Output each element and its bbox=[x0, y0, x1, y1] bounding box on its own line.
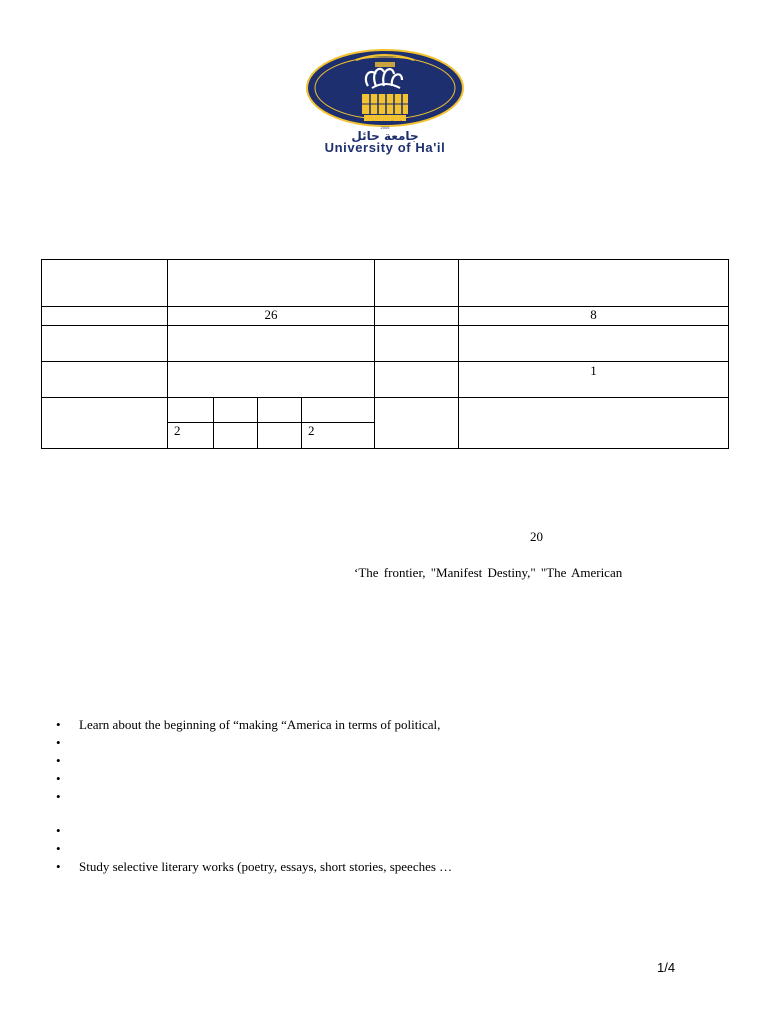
table-subcell bbox=[258, 423, 302, 449]
table-cell bbox=[42, 398, 168, 449]
table-row bbox=[42, 260, 729, 307]
svg-text:2005: 2005 bbox=[380, 125, 390, 130]
list-item: • Learn about the beginning of “making “America in terms of political, bbox=[52, 716, 692, 734]
svg-text:University of Ha'il: University of Ha'il bbox=[324, 140, 446, 155]
table-cell bbox=[375, 307, 459, 326]
svg-text:جامعة حائل: جامعة حائل bbox=[351, 129, 419, 143]
table-cell bbox=[168, 326, 375, 362]
table-cell bbox=[375, 326, 459, 362]
list-item bbox=[52, 752, 692, 770]
table-row bbox=[42, 398, 729, 423]
list-item bbox=[52, 840, 692, 858]
table-subcell bbox=[168, 398, 214, 423]
table-cell bbox=[459, 398, 729, 449]
list-item bbox=[52, 788, 692, 806]
list-item bbox=[52, 822, 692, 840]
university-logo bbox=[280, 48, 490, 156]
table-cell: 1 bbox=[459, 362, 729, 398]
table-cell bbox=[459, 326, 729, 362]
table-cell: 26 bbox=[168, 307, 375, 326]
table-cell bbox=[375, 398, 459, 449]
table-row bbox=[42, 326, 729, 362]
table-subcell: 2 bbox=[168, 423, 214, 449]
table-cell bbox=[42, 260, 168, 307]
table-cell bbox=[168, 362, 375, 398]
paragraph-number: 20 bbox=[530, 529, 543, 544]
list-item bbox=[52, 734, 692, 752]
paragraph-text: ‘The frontier, "Manifest Destiny," "The American bbox=[354, 565, 623, 580]
table-subcell bbox=[258, 398, 302, 423]
svg-text:University of Ha'il: University of Ha'il bbox=[367, 120, 403, 125]
table-cell bbox=[42, 362, 168, 398]
table-subcell bbox=[302, 398, 375, 423]
table-subcell bbox=[214, 398, 258, 423]
table-subcell: 2 bbox=[302, 423, 375, 449]
table-subcell bbox=[214, 423, 258, 449]
table-cell bbox=[42, 326, 168, 362]
table-row bbox=[42, 362, 729, 398]
table-cell bbox=[42, 307, 168, 326]
table-cell bbox=[375, 362, 459, 398]
list-item: • Study selective literary works (poetry, essays, short stories, speeches … bbox=[52, 858, 692, 876]
list-item bbox=[52, 770, 692, 788]
course-info-table bbox=[41, 259, 729, 449]
table-row bbox=[42, 307, 729, 326]
table-cell bbox=[375, 260, 459, 307]
objectives-list bbox=[52, 716, 692, 876]
table-cell: 8 bbox=[459, 307, 729, 326]
table-cell bbox=[459, 260, 729, 307]
table-cell bbox=[168, 260, 375, 307]
page-number: 1/4 bbox=[657, 960, 676, 975]
